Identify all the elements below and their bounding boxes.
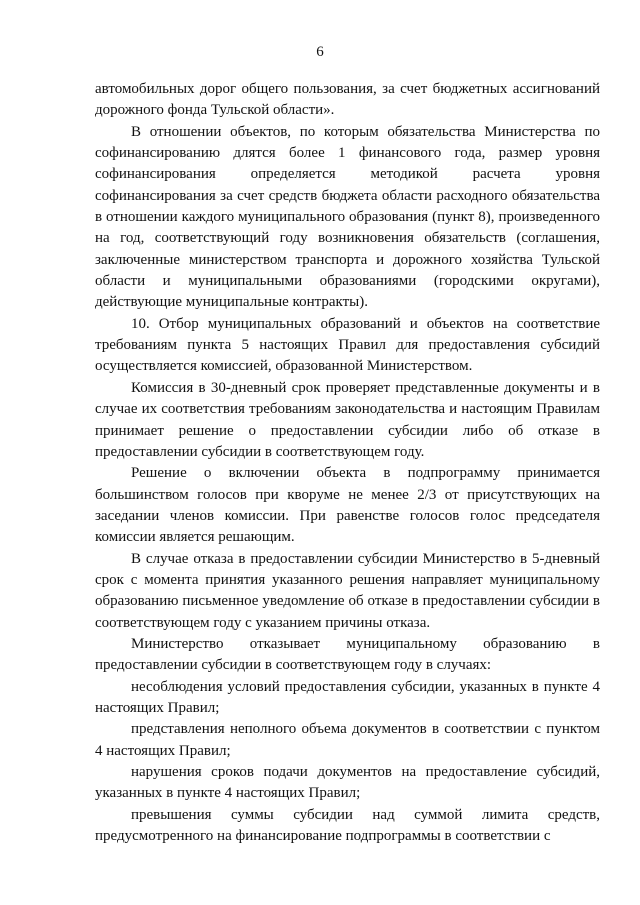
paragraph-decision-voting: Решение о включении объекта в подпрограмму принимается большинством голосов при кворуме не менее 2/3 от присутствующих на заседании членов комиссии. При равенстве голосов голос председателя комиссии является решающим. — [95, 465, 600, 546]
list-item-noncompliance: несоблюдения условий предоставления субсидии, указанных в пункте 4 настоящих Правил; — [95, 678, 600, 716]
list-item-limit-excess: превышения суммы субсидии над суммой лимита средств, предусмотренного на финансирование подпрограммы в соответствии с — [95, 806, 600, 845]
paragraph-commission-review: Комиссия в 30-дневный срок проверяет представленные документы и в случае их соответствия требованиям законодательства и настоящим Правилам принимает решение о предоставлении субсидии либо об отказе в предоставлении субсидии в соответствующем году. — [95, 379, 600, 460]
paragraph-cofinancing: В отношении объектов, по которым обязательства Министерства по софинансированию длятся более 1 финансового года, размер уровня софинансирования определяется методикой расчета уровня софинансирования за счет средств бюджета области расходного обязательства в отношении каждого муниципального образования (пункт 8), произведенного на год, соответствующий году возникновения обязательств (соглашения, заключенные министерством транспорта и дорожного хозяйства Тульской области и муниципальными образованиями (городскими округами), действующие муниципальные контракты). — [95, 123, 600, 311]
paragraph-clause-10: 10. Отбор муниципальных образований и объектов на соответствие требованиям пункта 5 настоящих Правил для предоставления субсидий осуществляется комиссией, образованной Министерством. — [95, 315, 600, 375]
page-number: 6 — [316, 44, 324, 60]
paragraph-refusal-cases: Министерство отказывает муниципальному образованию в предоставлении субсидии в соответствующем году в случаях: — [95, 635, 600, 674]
document-body — [95, 79, 600, 847]
list-item-deadline-violation: нарушения сроков подачи документов на предоставление субсидий, указанных в пункте 4 настоящих Правил; — [95, 764, 600, 802]
paragraph-continuation: автомобильных дорог общего пользования, за счет бюджетных ассигнований дорожного фонда Тульской области». — [95, 81, 600, 119]
list-item-incomplete-docs: представления неполного объема документов в соответствии с пунктом 4 настоящих Правил; — [95, 721, 600, 759]
paragraph-refusal-notice: В случае отказа в предоставлении субсидии Министерство в 5-дневный срок с момента принятия указанного решения направляет муниципальному образованию письменное уведомление об отказе в предоставлении субсидии в соответствующем году с указанием причины отказа. — [95, 550, 600, 631]
